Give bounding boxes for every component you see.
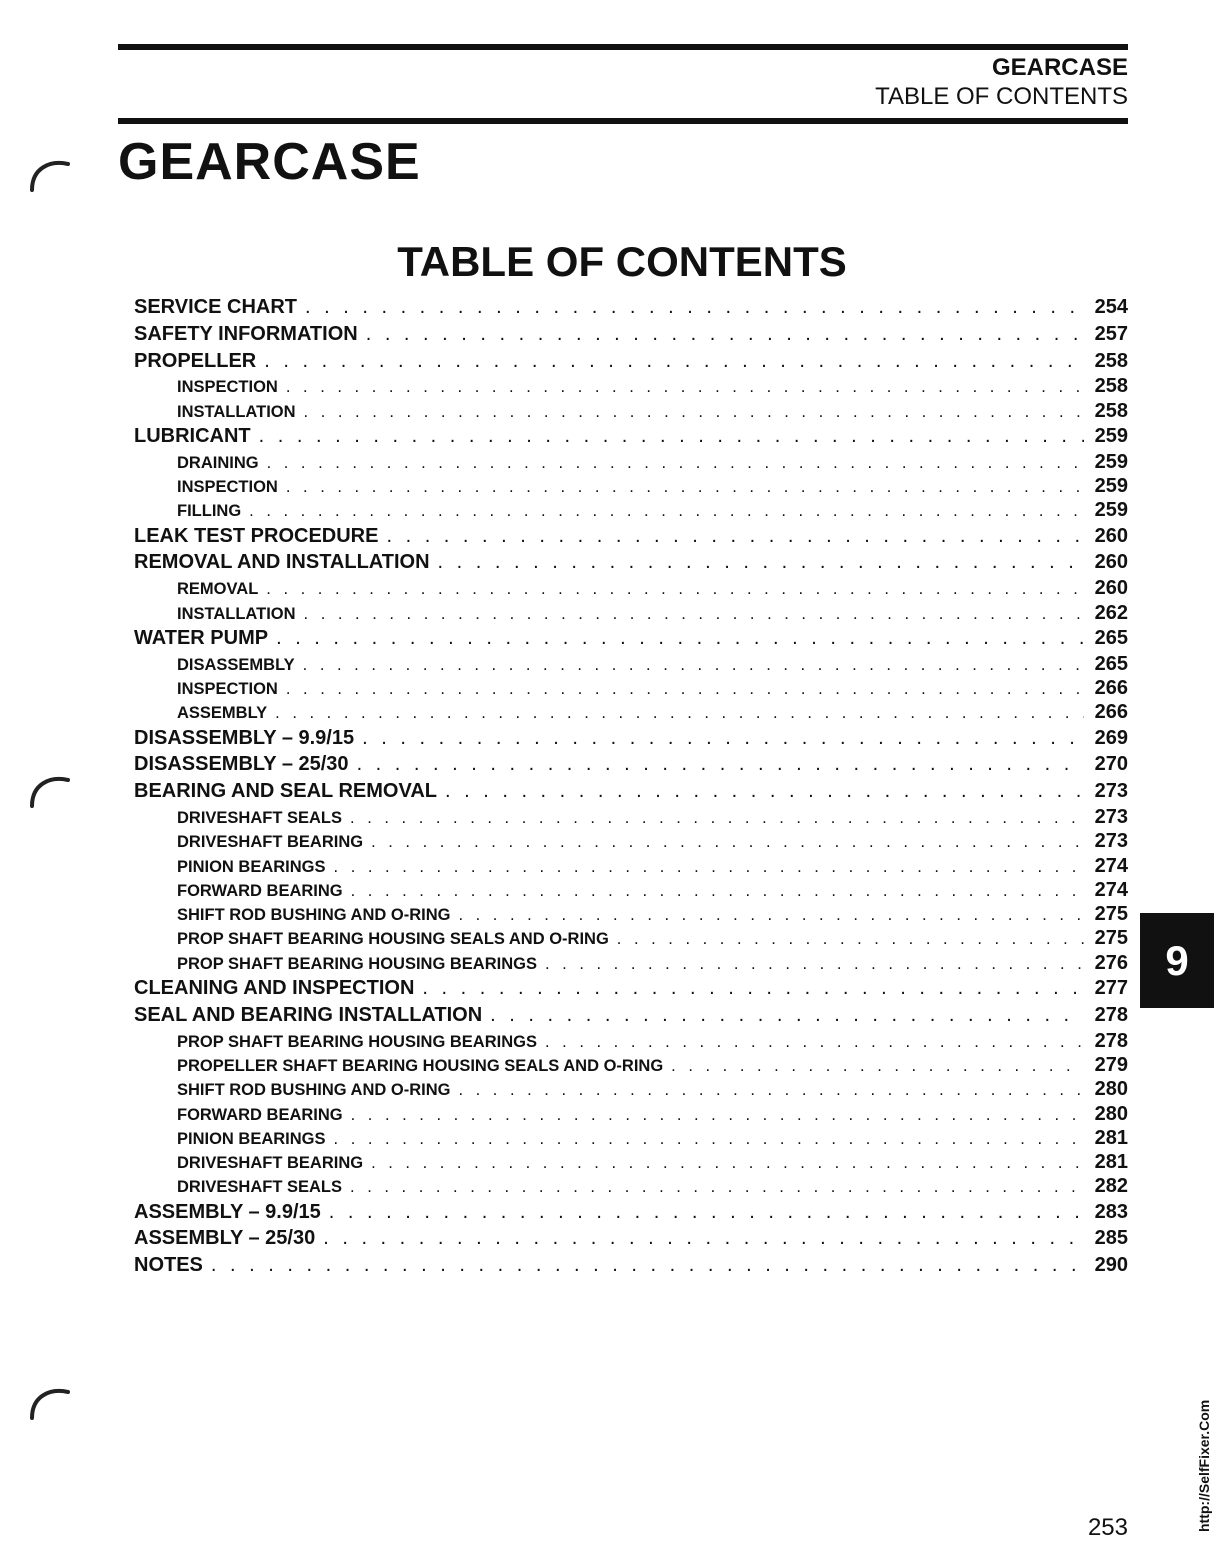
toc-entry[interactable] (134, 805, 1128, 829)
toc-leader-dots (445, 778, 1084, 805)
toc-entry[interactable] (134, 1225, 1128, 1252)
toc-entry-page: 280 (1094, 1078, 1128, 1101)
toc-entry-label: FORWARD BEARING (177, 1105, 343, 1124)
toc-entry[interactable] (134, 1102, 1128, 1126)
toc-leader-dots (323, 1225, 1084, 1252)
toc-entry-label: PROPELLER (134, 349, 257, 372)
toc-entry[interactable] (134, 423, 1128, 450)
chapter-tab-marker: 9 (1140, 913, 1214, 1008)
toc-leader-dots (545, 952, 1084, 975)
toc-leader-dots (259, 423, 1084, 450)
toc-entry-label: PROP SHAFT BEARING HOUSING BEARINGS (177, 1032, 537, 1051)
binder-hole (22, 154, 72, 194)
binder-hole (22, 770, 72, 810)
header-rule-bottom (118, 118, 1128, 124)
toc-leader-dots (438, 549, 1084, 576)
toc-entry-page: 259 (1094, 450, 1128, 473)
toc-entry-page: 270 (1094, 753, 1128, 776)
toc-entry-label: PROPELLER SHAFT BEARING HOUSING SEALS AND O-RING (177, 1056, 664, 1075)
toc-leader-dots (362, 725, 1084, 752)
toc-leader-dots (458, 903, 1084, 926)
toc-entry-label: SHIFT ROD BUSHING AND O-RING (177, 906, 451, 925)
toc-entry-page: 260 (1094, 524, 1128, 547)
toc-entry-page: 278 (1094, 1029, 1128, 1052)
toc-entry[interactable] (134, 1077, 1128, 1101)
toc-entry-page: 281 (1094, 1126, 1128, 1149)
toc-entry-label: SAFETY INFORMATION (134, 322, 358, 345)
toc-entry-page: 260 (1094, 577, 1128, 600)
toc-entry[interactable] (134, 549, 1128, 576)
toc-leader-dots (350, 806, 1084, 829)
toc-entry[interactable] (134, 450, 1128, 474)
toc-entry-page: 262 (1094, 601, 1128, 624)
toc-entry-label: LEAK TEST PROCEDURE (134, 524, 379, 547)
toc-entry-label: DRIVESHAFT BEARING (177, 833, 364, 852)
toc-entry-page: 281 (1094, 1151, 1128, 1174)
toc-leader-dots (303, 653, 1084, 676)
toc-leader-dots (334, 1127, 1084, 1150)
toc-entry[interactable] (134, 1252, 1128, 1279)
toc-leader-dots (671, 1054, 1084, 1077)
toc-entry-label: INSPECTION (177, 478, 278, 497)
toc-entry[interactable] (134, 601, 1128, 625)
toc-leader-dots (249, 499, 1084, 522)
toc-entry-page: 269 (1094, 726, 1128, 749)
toc-entry-page: 279 (1094, 1053, 1128, 1076)
toc-entry[interactable] (134, 1002, 1128, 1029)
toc-entry[interactable] (134, 1199, 1128, 1226)
toc-entry[interactable] (134, 374, 1128, 398)
running-header-chapter: GEARCASE (991, 54, 1128, 81)
toc-entry[interactable] (134, 1150, 1128, 1174)
toc-entry-page: 259 (1094, 499, 1128, 522)
toc-entry-page: 265 (1094, 652, 1128, 675)
toc-entry-label: PROP SHAFT BEARING HOUSING BEARINGS (177, 954, 537, 973)
toc-entry-label: BEARING AND SEAL REMOVAL (134, 780, 437, 803)
toc-entry-page: 254 (1094, 296, 1128, 318)
toc-entry-label: INSTALLATION (177, 604, 296, 623)
toc-leader-dots (276, 625, 1084, 652)
toc-leader-dots (329, 1199, 1084, 1226)
toc-entry[interactable] (134, 1029, 1128, 1053)
toc-entry-page: 258 (1094, 399, 1128, 422)
toc-leader-dots (351, 1103, 1084, 1126)
toc-entry-page: 280 (1094, 1102, 1128, 1125)
toc-entry-label: ASSEMBLY – 25/30 (134, 1227, 316, 1250)
toc-leader-dots (350, 1175, 1084, 1198)
toc-entry-page: 265 (1094, 626, 1128, 649)
toc-entry-page: 258 (1094, 375, 1128, 398)
toc-entry[interactable] (134, 625, 1128, 652)
toc-entry-label: SEAL AND BEARING INSTALLATION (134, 1003, 483, 1026)
toc-entry-page: 259 (1094, 475, 1128, 498)
toc-entry-page: 273 (1094, 805, 1128, 828)
toc-entry-page: 283 (1094, 1200, 1128, 1223)
toc-entry-label: LUBRICANT (134, 424, 251, 447)
toc-entry-label: DISASSEMBLY – 9.9/15 (134, 726, 355, 749)
toc-entry-label: INSPECTION (177, 679, 278, 698)
running-header-subtitle: TABLE OF CONTENTS (875, 83, 1128, 110)
toc-entry[interactable] (134, 951, 1128, 975)
toc-leader-dots (275, 701, 1084, 724)
toc-entry[interactable] (134, 523, 1128, 550)
toc-entry-label: ASSEMBLY (177, 704, 268, 723)
toc-leader-dots (286, 375, 1084, 398)
toc-entry[interactable] (134, 975, 1128, 1002)
toc-entry-label: DRIVESHAFT BEARING (177, 1154, 364, 1173)
toc-entry-label: DRIVESHAFT SEALS (177, 808, 343, 827)
toc-entry[interactable] (134, 1053, 1128, 1077)
toc-entry-page: 277 (1094, 977, 1128, 1000)
toc-entry[interactable] (134, 829, 1128, 853)
toc-entry[interactable] (134, 926, 1128, 950)
toc-entry-label: PINION BEARINGS (177, 857, 326, 876)
toc-leader-dots (386, 523, 1084, 550)
toc-leader-dots (264, 348, 1084, 375)
toc-leader-dots (211, 1252, 1084, 1279)
toc-entry[interactable] (134, 778, 1128, 805)
toc-entry[interactable] (134, 1174, 1128, 1198)
toc-entry-page: 290 (1094, 1254, 1128, 1277)
toc-entry-page: 259 (1094, 424, 1128, 447)
side-watermark-url: http://SelfFixer.Com (1196, 1399, 1212, 1532)
toc-entry-label: FORWARD BEARING (177, 881, 343, 900)
toc-leader-dots (286, 475, 1084, 498)
toc-entry-label: INSTALLATION (177, 402, 296, 421)
toc-entry-page: 273 (1094, 780, 1128, 803)
toc-entry-label: DRAINING (177, 453, 259, 472)
toc-entry-label: DRIVESHAFT SEALS (177, 1178, 343, 1197)
toc-entry[interactable] (134, 321, 1128, 348)
toc-entry-page: 274 (1094, 878, 1128, 901)
toc-entry[interactable] (134, 498, 1128, 522)
toc-leader-dots (351, 879, 1084, 902)
toc-entry-page: 266 (1094, 676, 1128, 699)
toc-entry[interactable] (134, 725, 1128, 752)
toc-entry-label: REMOVAL AND INSTALLATION (134, 551, 430, 574)
toc-entry-label: DISASSEMBLY – 25/30 (134, 753, 349, 776)
toc-leader-dots (371, 1151, 1084, 1174)
toc-entry-label: PINION BEARINGS (177, 1129, 326, 1148)
toc-entry[interactable] (134, 576, 1128, 600)
toc-heading: TABLE OF CONTENTS (397, 238, 847, 285)
toc-entry-page: 276 (1094, 951, 1128, 974)
toc-leader-dots (266, 577, 1084, 600)
toc-entry[interactable] (134, 294, 1128, 321)
header-rule-top (118, 44, 1128, 50)
toc-leader-dots (267, 451, 1084, 474)
toc-entry-label: WATER PUMP (134, 626, 269, 649)
toc-leader-dots (304, 602, 1084, 625)
toc-entry-label: PROP SHAFT BEARING HOUSING SEALS AND O-RING (177, 930, 609, 949)
toc-leader-dots (334, 855, 1084, 878)
toc-entry[interactable] (134, 878, 1128, 902)
toc-leader-dots (286, 677, 1084, 700)
page-number: 253 (1087, 1514, 1128, 1541)
chapter-title: GEARCASE (118, 133, 421, 191)
toc-entry-page: 260 (1094, 551, 1128, 574)
toc-entry-page: 258 (1094, 349, 1128, 372)
toc-entry[interactable] (134, 652, 1128, 676)
toc-entry-page: 274 (1094, 854, 1128, 877)
toc-leader-dots (366, 321, 1084, 348)
table-of-contents (134, 294, 1128, 1279)
toc-entry-page: 266 (1094, 701, 1128, 724)
toc-entry-page: 273 (1094, 830, 1128, 853)
toc-leader-dots (458, 1078, 1084, 1101)
toc-entry-label: DISASSEMBLY (177, 655, 295, 674)
toc-entry-page: 285 (1094, 1227, 1128, 1250)
toc-entry[interactable] (134, 399, 1128, 423)
toc-leader-dots (357, 751, 1084, 778)
toc-entry-page: 278 (1094, 1003, 1128, 1026)
toc-leader-dots (422, 975, 1084, 1002)
toc-leader-dots (617, 927, 1084, 950)
toc-entry[interactable] (134, 902, 1128, 926)
toc-entry-label: SERVICE CHART (134, 296, 297, 318)
toc-entry-page: 275 (1094, 927, 1128, 950)
toc-entry-label: CLEANING AND INSPECTION (134, 977, 415, 1000)
toc-entry-label: SHIFT ROD BUSHING AND O-RING (177, 1081, 451, 1100)
toc-entry[interactable] (134, 348, 1128, 375)
toc-leader-dots (545, 1030, 1084, 1053)
toc-leader-dots (304, 400, 1084, 423)
toc-leader-dots (305, 294, 1084, 321)
toc-entry[interactable] (134, 676, 1128, 700)
toc-leader-dots (490, 1002, 1084, 1029)
toc-entry-page: 282 (1094, 1175, 1128, 1198)
toc-leader-dots (371, 830, 1084, 853)
toc-entry-label: FILLING (177, 502, 242, 521)
toc-entry-label: NOTES (134, 1254, 203, 1277)
toc-entry-label: REMOVAL (177, 580, 259, 599)
toc-entry-page: 257 (1094, 322, 1128, 345)
toc-entry[interactable] (134, 751, 1128, 778)
toc-entry[interactable] (134, 700, 1128, 724)
toc-entry-page: 275 (1094, 903, 1128, 926)
toc-entry-label: ASSEMBLY – 9.9/15 (134, 1200, 321, 1223)
toc-entry[interactable] (134, 1126, 1128, 1150)
binder-hole (22, 1382, 72, 1422)
toc-entry[interactable] (134, 854, 1128, 878)
toc-entry[interactable] (134, 474, 1128, 498)
toc-entry-label: INSPECTION (177, 378, 278, 397)
